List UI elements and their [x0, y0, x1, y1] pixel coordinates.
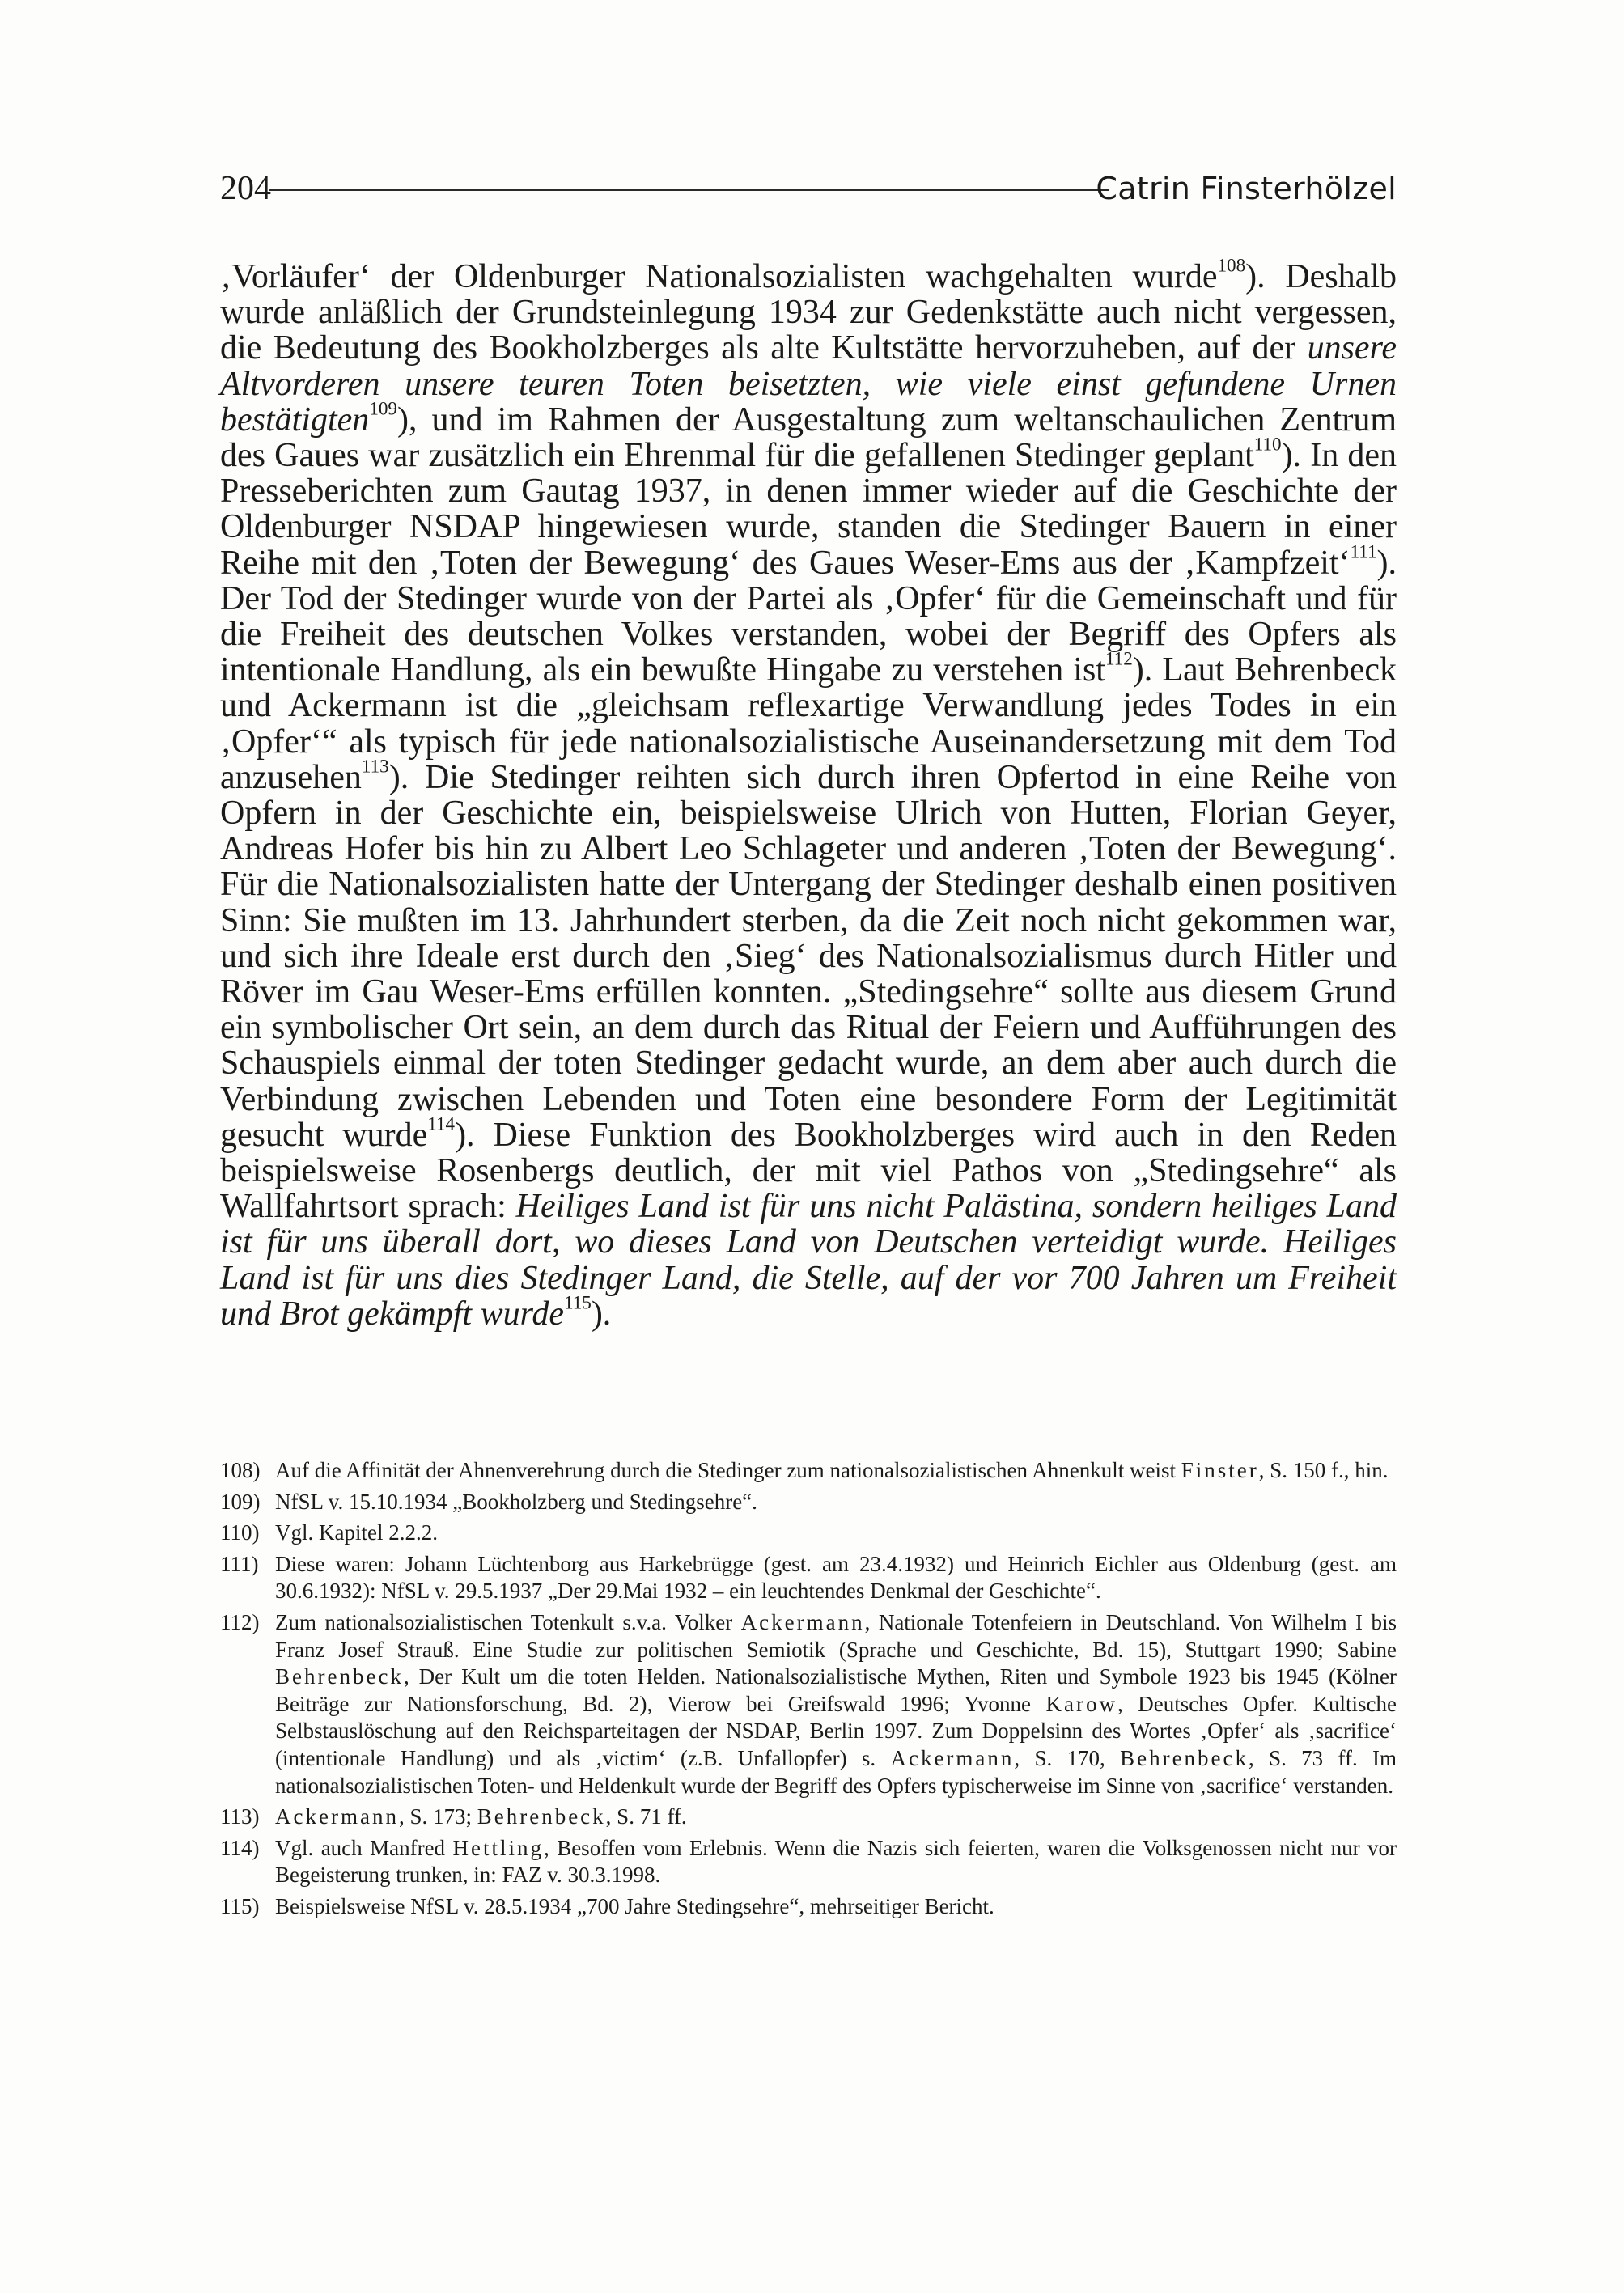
text-run: ‚Vorläufer‘ der Oldenburger Nationalsozialisten wachgehalten wurde	[220, 258, 1218, 295]
text-run: ). Der Tod der Stedinger wurde von der Partei als ‚Opfer‘ für die Gemeinschaft und für die Freiheit des deutschen Volkes verstanden, wobei der Begriff des Opfers als intentionale Handlung, als ein bewußte Hingabe zu verstehen ist	[220, 544, 1397, 689]
footnote-number: 110)	[220, 1520, 260, 1545]
footnote-115	[220, 1893, 1397, 1921]
author-name: Finster	[1181, 1458, 1259, 1482]
page-number: 204	[220, 170, 271, 207]
author-name: Behrenbeck	[477, 1804, 606, 1829]
quotation-italic: unsere Altvorderen unsere teuren Toten beisetzten, wie viele einst gefundene Urnen bestätigten	[220, 329, 1397, 439]
footnote-113	[220, 1803, 1397, 1831]
footnote-number: 114)	[220, 1835, 260, 1860]
footnote-text: Beispielsweise NfSL v. 28.5.1934 „700 Jahre Stedingsehre“, mehrseitiger Bericht.	[275, 1893, 994, 1918]
footnote-112	[220, 1609, 1397, 1799]
author-name: Ackermann	[890, 1745, 1015, 1770]
footnote-ref-111[interactable]: 111	[1350, 540, 1377, 562]
footnote-ref-109[interactable]: 109	[369, 397, 397, 419]
footnote-text: , Besoffen vom Erlebnis. Wenn die Nazis sich feierten, waren die Volksgenossen nicht nur vor Begeisterung trunken, in: FAZ v. 30.3.1998.	[275, 1835, 1397, 1888]
footnote-text: Diese waren: Johann Lüchtenborg aus Harkebrügge (gest. am 23.4.1932) und Heinrich Eichler aus Oldenburg (gest. am 30.6.1932): NfSL v. 29.5.1937 „Der 29.Mai 1932 – ein leuchtendes Denkmal der Geschichte“.	[275, 1551, 1397, 1604]
footnote-111	[220, 1551, 1397, 1605]
footnote-text: , S. 173;	[398, 1804, 477, 1829]
author-name: Karow	[1045, 1691, 1117, 1716]
footnote-text: , S. 170,	[1014, 1745, 1121, 1770]
footnote-number: 109)	[220, 1489, 261, 1514]
author-name: Behrenbeck	[275, 1664, 404, 1689]
body-paragraph	[220, 254, 1397, 1333]
footnote-number: 108)	[220, 1458, 261, 1482]
author-name: Hettling	[452, 1835, 544, 1860]
footnote-109	[220, 1489, 1397, 1516]
author-name: Ackermann	[275, 1804, 399, 1829]
running-head-author: Catrin Finsterhölzel	[1096, 171, 1397, 206]
footnote-ref-108[interactable]: 108	[1217, 254, 1246, 276]
main-text	[220, 254, 1397, 1333]
footnote-number: 112)	[220, 1609, 260, 1634]
footnote-number: 111)	[220, 1551, 259, 1576]
author-name: Behrenbeck	[1120, 1745, 1249, 1770]
text-run: ). Laut Behrenbeck und Ackermann ist die „gleichsam reflexartige Verwandlung jedes Todes in ein ‚Opfer‘“ als typisch für jede nationalsozialistische Auseinandersetzung mit dem Tod anzusehen	[220, 651, 1397, 796]
footnote-number: 115)	[220, 1893, 260, 1918]
footnote-110	[220, 1519, 1397, 1547]
footnote-text: , Der Kult um die toten Helden. Nationalsozialistische Mythen, Riten und Symbole 1923 bis 1945 (Kölner Beiträge zur Nationsforschung, Bd. 2), Vierow bei Greifswald 1996; Yvonne	[275, 1664, 1397, 1716]
quotation-italic: Heiliges Land ist für uns nicht Palästina, sondern heiliges Land ist für uns überall dort, wo dieses Land von Deutschen verteidigt wurde. Heiliges Land ist für uns dies Stedinger Land, die Stelle, auf der vor 700 Jahren um Freiheit und Brot gekämpft wurde	[220, 1188, 1397, 1333]
footnote-number: 113)	[220, 1804, 260, 1829]
footnote-text: Vgl. Kapitel 2.2.2.	[275, 1520, 438, 1545]
footnote-ref-113[interactable]: 113	[361, 755, 389, 777]
page-header	[220, 166, 1397, 211]
footnote-text: , S. 73 ff. Im nationalsozialistischen Toten- und Heldenkult wurde der Begriff des Opfers typischerweise im Sinne von ‚sacrifice‘ verstanden.	[275, 1745, 1397, 1798]
footnotes-section	[220, 1457, 1397, 1925]
footnote-text: Vgl. auch Manfred	[275, 1835, 453, 1860]
text-run: ).	[591, 1295, 612, 1333]
header-rule	[269, 189, 1109, 191]
footnote-ref-114[interactable]: 114	[427, 1113, 456, 1134]
footnote-text: NfSL v. 15.10.1934 „Bookholzberg und Stedingsehre“.	[275, 1489, 757, 1514]
text-run: ). Deshalb wurde anläßlich der Grundsteinlegung 1934 zur Gedenkstätte auch nicht vergessen, die Bedeutung des Bookholzberges als alte Kultstätte hervorzuheben, auf der	[220, 258, 1397, 367]
footnote-ref-110[interactable]: 110	[1253, 433, 1282, 455]
footnote-ref-115[interactable]: 115	[564, 1291, 592, 1313]
footnote-text: , S. 71 ff.	[605, 1804, 687, 1829]
author-name: Ackermann	[740, 1609, 865, 1634]
footnote-text: Zum nationalsozialistischen Totenkult s.v.a. Volker	[275, 1609, 741, 1634]
footnote-114	[220, 1835, 1397, 1889]
text-run: ). In den Presseberichten zum Gautag 1937, in denen immer wieder auf die Geschichte der Oldenburger NSDAP hingewiesen wurde, standen die Stedinger Bauern in einer Reihe mit den ‚Toten der Bewegung‘ des Gaues Weser-Ems aus der ‚Kampfzeit‘	[220, 437, 1397, 582]
footnote-text: Auf die Affinität der Ahnenverehrung durch die Stedinger zum nationalsozialistischen Ahnenkult weist	[275, 1458, 1181, 1482]
footnote-text: , Nationale Totenfeiern in Deutschland. Von Wilhelm I bis Franz Josef Strauß. Eine Studie zur politischen Semiotik (Sprache und Geschichte, Bd. 15), Stuttgart 1990; Sabine	[275, 1609, 1397, 1662]
text-run: ). Die Stedinger reihten sich durch ihren Opfertod in eine Reihe von Opfern in der Geschichte ein, beispielsweise Ulrich von Hutten, Florian Geyer, Andreas Hofer bis hin zu Albert Leo Schlageter und anderen ‚Toten der Bewegung‘. Für die Nationalsozialisten hatte der Untergang der Stedinger deshalb einen positiven Sinn: Sie mußten im 13. Jahrhundert sterben, da die Zeit noch nicht gekommen war, und sich ihre Ideale erst durch den ‚Sieg‘ des Nationalsozialismus durch Hitler und Röver im Gau Weser-Ems erfüllen konnten. „Stedingsehre“ sollte aus diesem Grund ein symbolischer Ort sein, an dem durch das Ritual der Feiern und Aufführungen des Schauspiels einmal der toten Stedinger gedacht wurde, an dem aber auch durch die Verbindung zwischen Lebenden und Toten eine besondere Form der Legitimität gesucht wurde	[220, 758, 1397, 1154]
footnote-108	[220, 1457, 1397, 1485]
text-run: ). Diese Funktion des Bookholzberges wird auch in den Reden beispielsweise Rosenbergs deutlich, der mit viel Pathos von „Stedingsehre“ als Wallfahrtsort sprach:	[220, 1116, 1397, 1226]
footnote-text: , S. 150 f., hin.	[1258, 1458, 1389, 1482]
footnote-text: , Deutsches Opfer. Kultische Selbstauslöschung auf den Reichsparteitagen der NSDAP, Berlin 1997. Zum Doppelsinn des Wortes ‚Opfer‘ als ‚sacrifice‘ (intentionale Handlung) und als ‚victim‘ (z.B. Unfallopfer) s.	[275, 1691, 1397, 1770]
footnote-ref-112[interactable]: 112	[1105, 647, 1133, 669]
text-run: ), und im Rahmen der Ausgestaltung zum weltanschaulichen Zentrum des Gaues war zusätzlich ein Ehrenmal für die gefallenen Stedinger geplant	[220, 401, 1397, 475]
